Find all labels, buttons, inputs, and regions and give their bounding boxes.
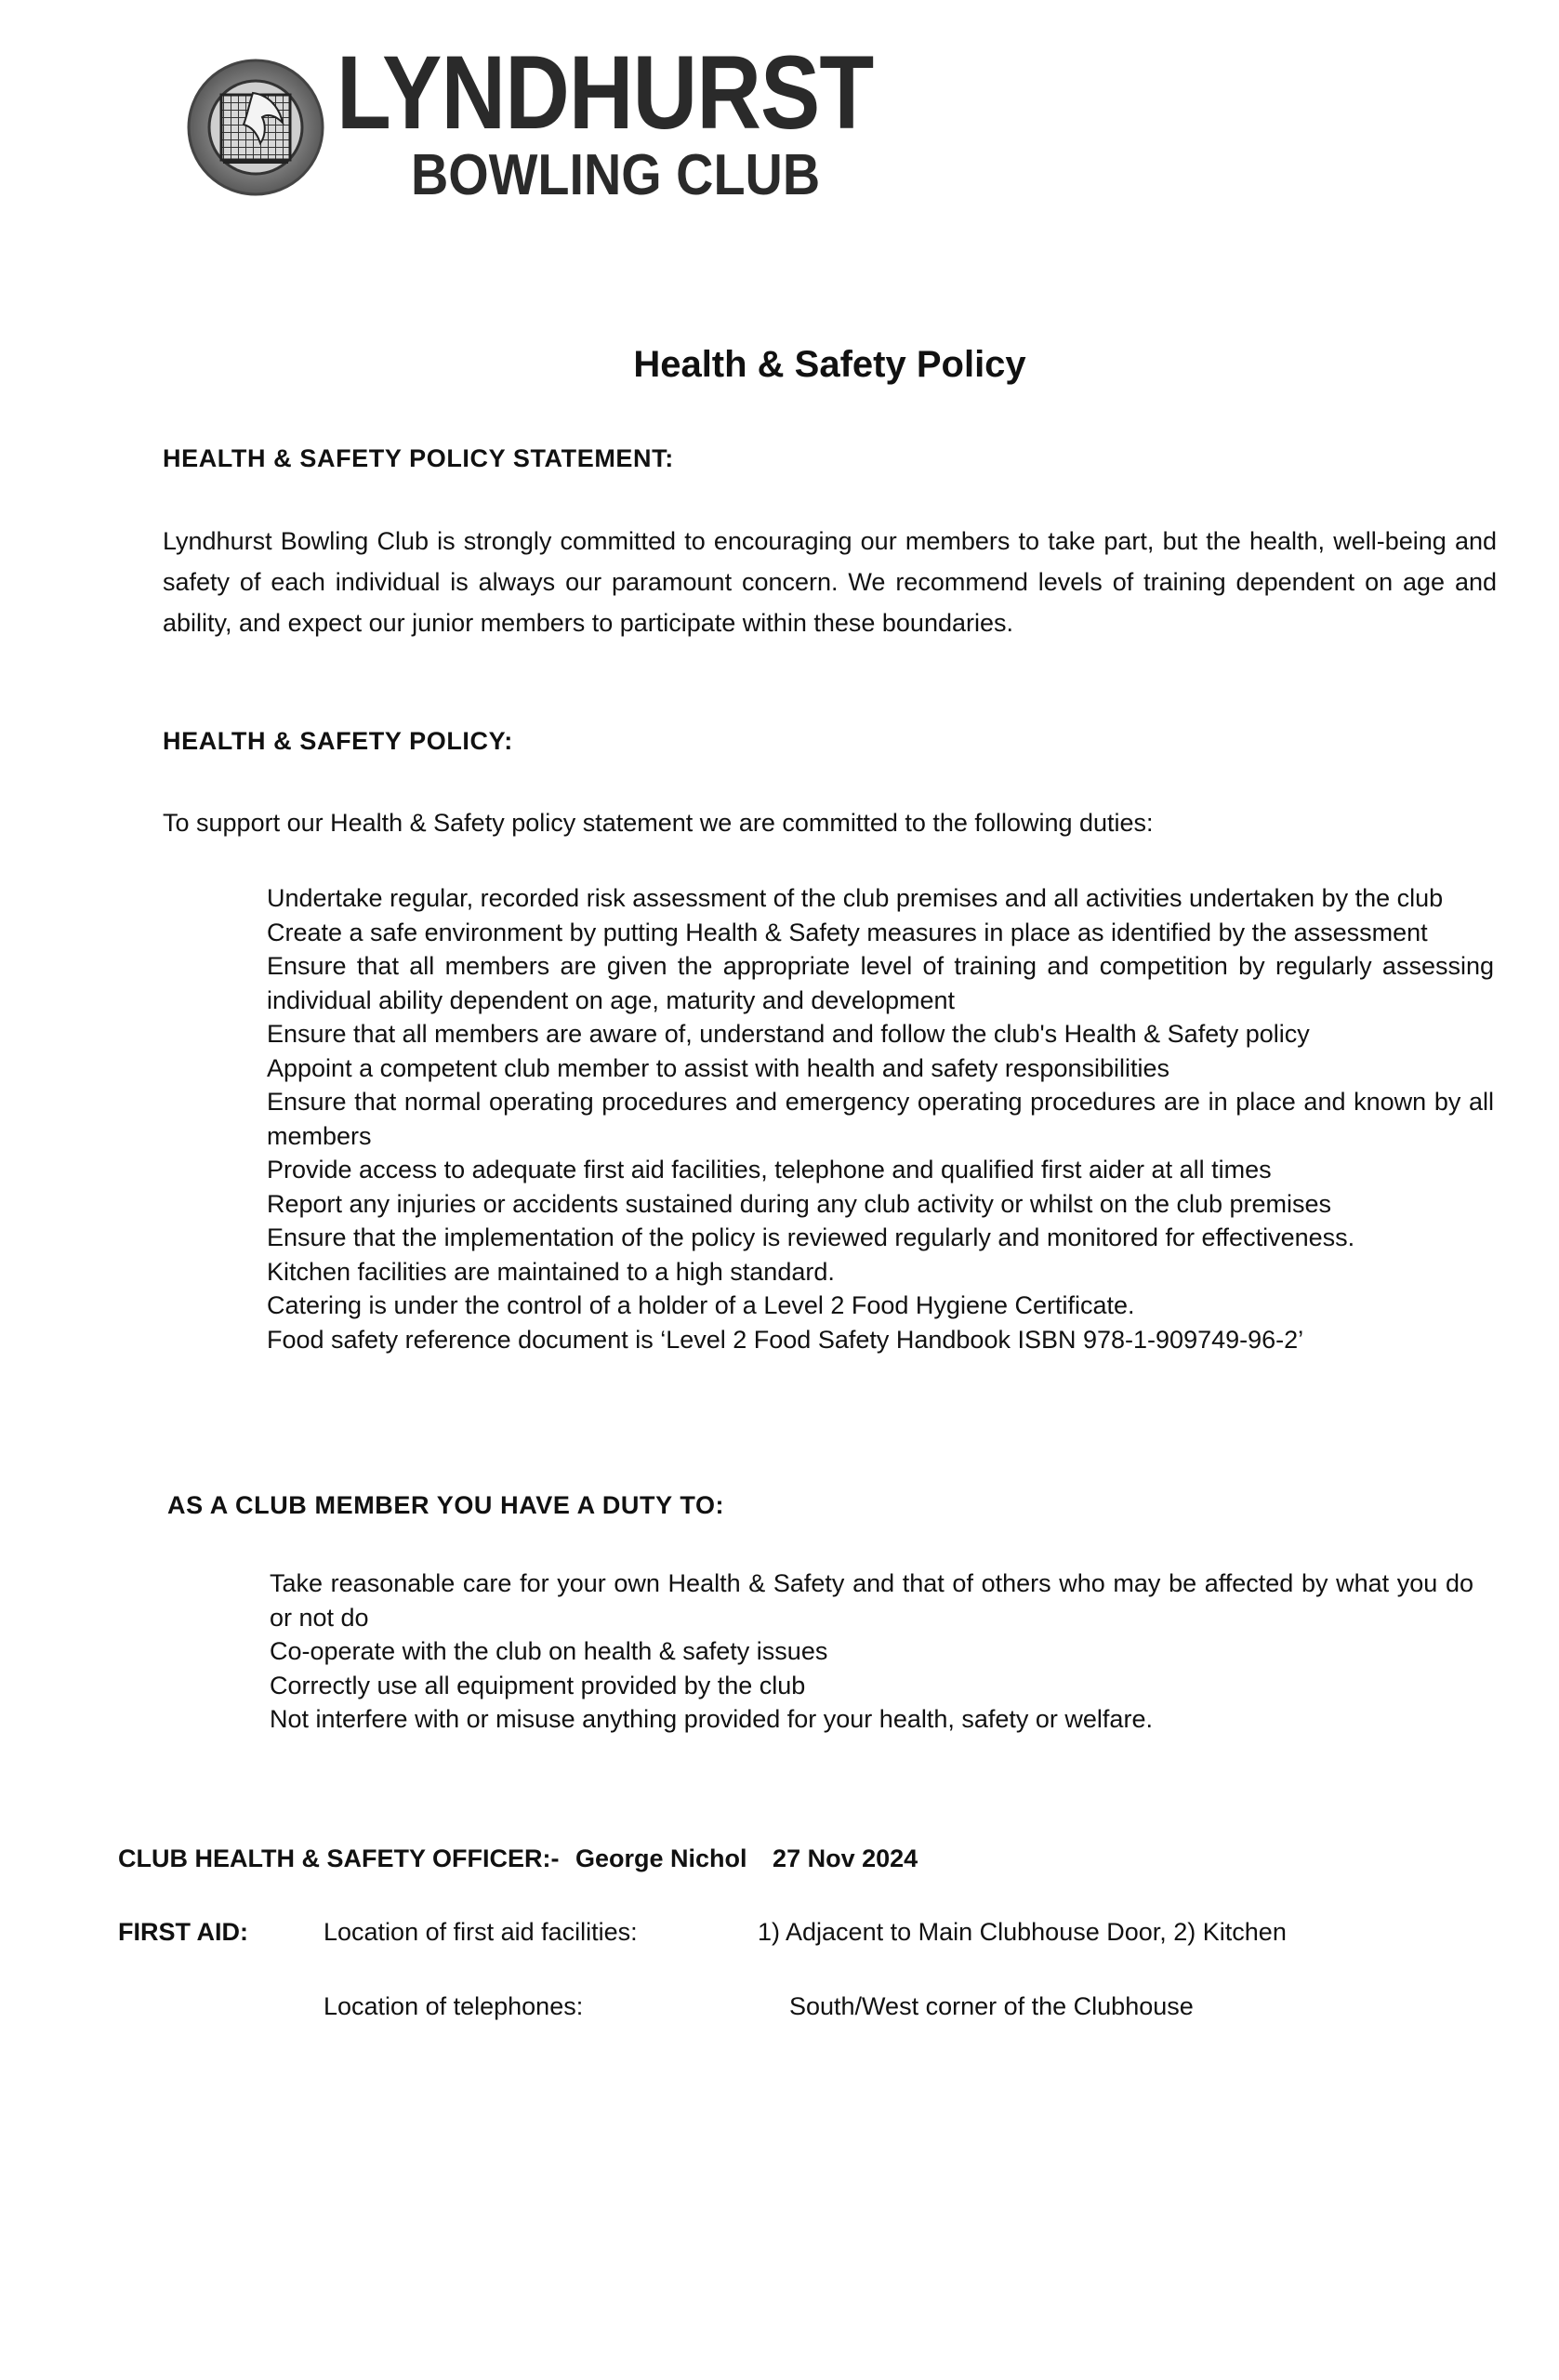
- club-subname: BOWLING CLUB: [411, 143, 821, 207]
- list-item: Catering is under the control of a holder of a Level 2 Food Hygiene Certificate.: [267, 1291, 1135, 1319]
- duties-list: [267, 881, 1494, 1356]
- list-item: Food safety reference document is ‘Level 2 Food Safety Handbook ISBN 978-1-909749-96-2’: [267, 1325, 1304, 1354]
- first-aid-label: FIRST AID:: [118, 1918, 248, 1946]
- list-item: Ensure that normal operating procedures and emergency operating procedures are in place and known by all members: [267, 1088, 1494, 1150]
- officer-date: 27 Nov 2024: [773, 1844, 918, 1872]
- list-item: Take reasonable care for your own Health & Safety and that of others who may be affected by what you do or not do: [270, 1569, 1473, 1632]
- document-title: Health & Safety Policy: [633, 344, 1026, 385]
- list-item: Report any injuries or accidents sustained during any club activity or whilst on the club premises: [267, 1189, 1332, 1218]
- member-duty-list: [270, 1567, 1473, 1737]
- officer-line: [118, 1846, 918, 1871]
- list-item: Ensure that all members are aware of, understand and follow the club's Health & Safety policy: [267, 1020, 1310, 1048]
- first-aid-facilities-value: 1) Adjacent to Main Clubhouse Door, 2) Kitchen: [758, 1918, 1287, 1946]
- club-crest-icon: [186, 58, 325, 197]
- telephones-value: South/West corner of the Clubhouse: [789, 1992, 1194, 2020]
- list-item: Co-operate with the club on health & safety issues: [270, 1637, 828, 1665]
- list-item: Kitchen facilities are maintained to a high standard.: [267, 1257, 835, 1286]
- member-duty-heading: AS A CLUB MEMBER YOU HAVE A DUTY TO:: [167, 1491, 725, 1519]
- statement-heading: HEALTH & SAFETY POLICY STATEMENT:: [163, 444, 674, 472]
- list-item: Correctly use all equipment provided by the club: [270, 1671, 806, 1699]
- list-item: Ensure that the implementation of the policy is reviewed regularly and monitored for effectiveness.: [267, 1223, 1355, 1251]
- telephones-label: Location of telephones:: [324, 1992, 584, 2020]
- list-item: Appoint a competent club member to assist with health and safety responsibilities: [267, 1053, 1170, 1082]
- club-name: LYNDHURST: [337, 34, 874, 151]
- list-item: Create a safe environment by putting Health & Safety measures in place as identified by the assessment: [267, 918, 1428, 946]
- first-aid-facilities-label: Location of first aid facilities:: [324, 1918, 638, 1946]
- policy-heading: HEALTH & SAFETY POLICY:: [163, 727, 513, 755]
- officer-name: George Nichol: [575, 1844, 747, 1872]
- officer-label: CLUB HEALTH & SAFETY OFFICER:-: [118, 1844, 560, 1872]
- policy-intro: To support our Health & Safety policy statement we are committed to the following duties:: [163, 809, 1154, 837]
- list-item: Undertake regular, recorded risk assessment of the club premises and all activities undertaken by the club: [267, 884, 1444, 912]
- list-item: Provide access to adequate first aid facilities, telephone and qualified first aider at all times: [267, 1156, 1272, 1183]
- list-item: Ensure that all members are given the appropriate level of training and competition by regularly assessing individual ability dependent on age, maturity and development: [267, 952, 1494, 1014]
- statement-text: Lyndhurst Bowling Club is strongly committed to encouraging our members to take part, but the health, well-being and safety of each individual is always our paramount concern. We recommend levels of training dependent on age and ability, and expect our junior members to participate within these boundaries.: [163, 527, 1497, 637]
- list-item: Not interfere with or misuse anything provided for your health, safety or welfare.: [270, 1705, 1153, 1733]
